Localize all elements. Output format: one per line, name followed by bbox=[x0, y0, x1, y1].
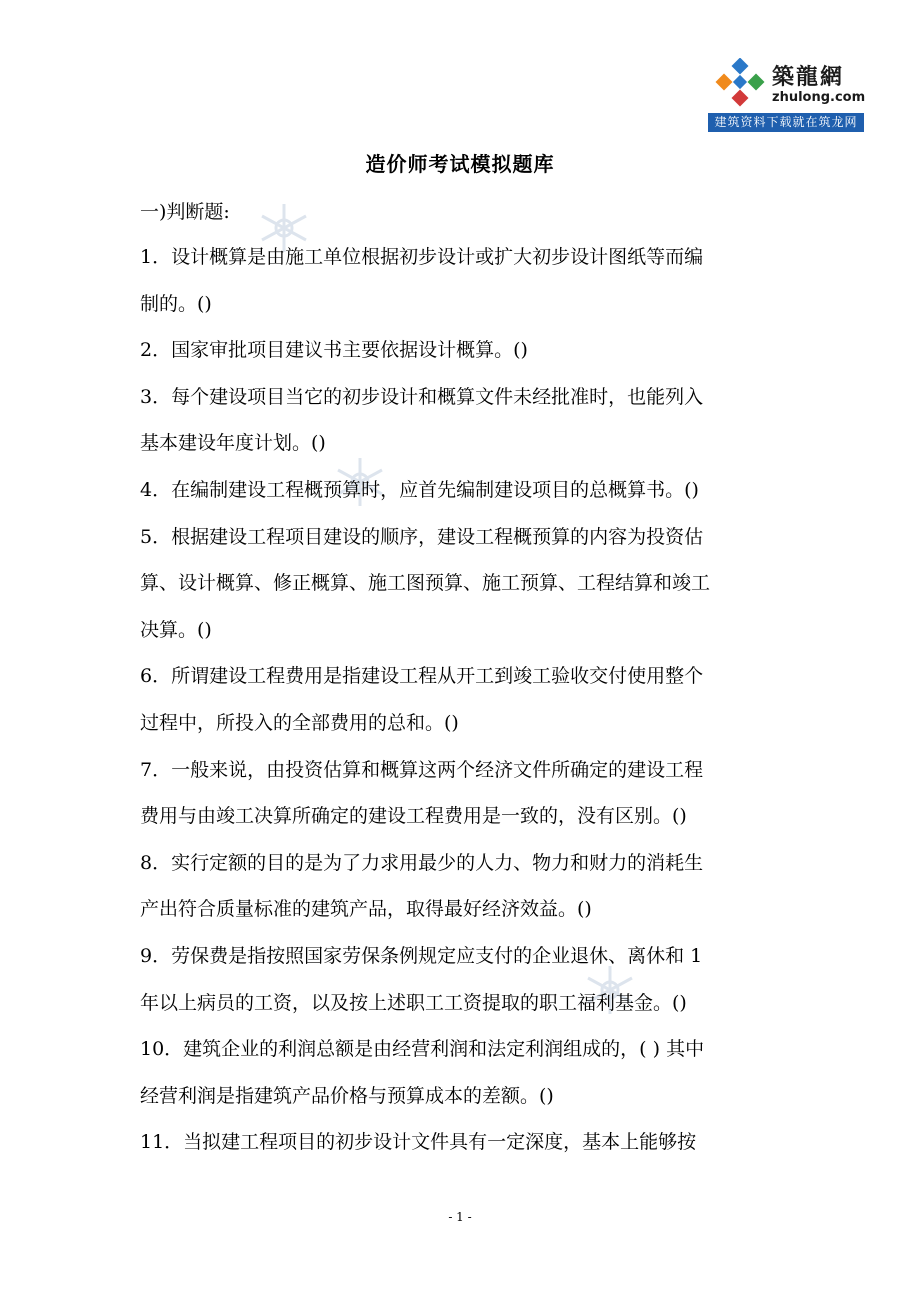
text-line: 2．国家审批项目建议书主要依据设计概算。() bbox=[140, 339, 528, 362]
zhulong-logo[interactable] bbox=[708, 56, 864, 132]
document-title: 造价师考试模拟题库 bbox=[365, 152, 555, 176]
text-line: 4．在编制建设工程概预算时，应首先编制建设项目的总概算书。() bbox=[140, 478, 699, 501]
text-line: 基本建设年度计划。() bbox=[140, 432, 326, 455]
text-line: 1．设计概算是由施工单位根据初步设计或扩大初步设计图纸等而编 bbox=[140, 246, 704, 268]
text-line: 6．所谓建设工程费用是指建设工程从开工到竣工验收交付使用整个 bbox=[140, 665, 704, 688]
text-line: 10．建筑企业的利润总额是由经营利润和法定利润组成的，( ) 其中 bbox=[140, 1038, 705, 1061]
text-line: 5．根据建设工程项目建设的顺序，建设工程概预算的内容为投资估 bbox=[140, 525, 704, 548]
text-line: 11．当拟建工程项目的初步设计文件具有一定深度，基本上能够按 bbox=[140, 1131, 697, 1154]
section-heading: 一)判断题: bbox=[140, 201, 230, 223]
logo-brand-cn: 築龍網 bbox=[772, 64, 845, 90]
text-line: 决算。() bbox=[140, 618, 212, 641]
text-line: 年以上病员的工资，以及按上述职工工资提取的职工福利基金。() bbox=[140, 991, 687, 1014]
logo-brand-en: zhulong.com bbox=[772, 90, 866, 105]
text-line: 3．每个建设项目当它的初步设计和概算文件未经批准时，也能列入 bbox=[140, 385, 704, 408]
text-line: 产出符合质量标准的建筑产品，取得最好经济效益。() bbox=[140, 898, 592, 921]
text-line: 算、设计概算、修正概算、施工图预算、施工预算、工程结算和竣工 bbox=[140, 572, 711, 595]
logo-banner: 建筑资料下载就在筑龙网 bbox=[708, 113, 864, 132]
text-line: 制的。() bbox=[140, 292, 212, 315]
text-line: 8．实行定额的目的是为了力求用最少的人力、物力和财力的消耗生 bbox=[140, 851, 704, 874]
zhulong-logo-mark-icon bbox=[710, 58, 770, 112]
text-line: 经营利润是指建筑产品价格与预算成本的差额。() bbox=[140, 1084, 554, 1107]
text-line: 过程中，所投入的全部费用的总和。() bbox=[140, 711, 459, 734]
text-line: 9．劳保费是指按照国家劳保条例规定应支付的企业退休、离休和 1 bbox=[140, 944, 703, 967]
document-body bbox=[140, 190, 785, 1166]
text-line: 费用与由竣工决算所确定的建设工程费用是一致的，没有区别。() bbox=[140, 805, 687, 828]
page-number: - 1 - bbox=[448, 1210, 472, 1224]
text-line: 7．一般来说，由投资估算和概算这两个经济文件所确定的建设工程 bbox=[140, 758, 704, 781]
